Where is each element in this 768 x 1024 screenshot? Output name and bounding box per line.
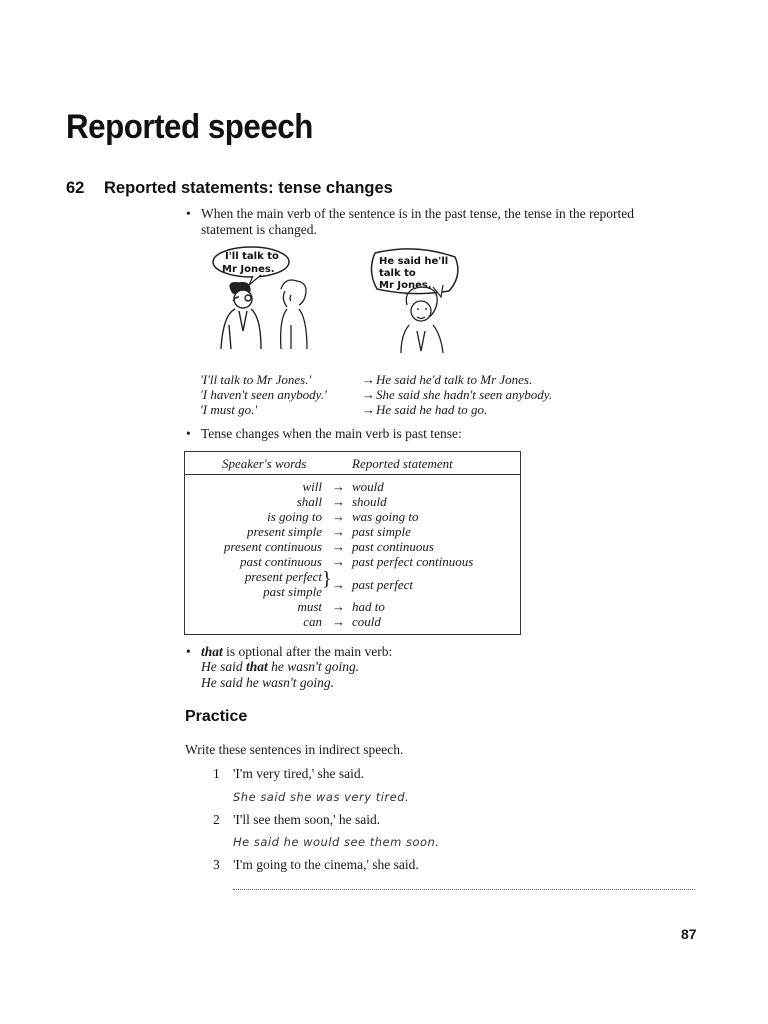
table-row xyxy=(185,539,522,554)
reported-form: past continuous xyxy=(352,539,434,554)
reported-form: past perfect xyxy=(352,577,414,592)
item-prompt: 'I'll see them soon,' he said. xyxy=(233,812,381,827)
speaker-words: present simple xyxy=(247,524,322,539)
table-row xyxy=(185,479,522,494)
reported-form: could xyxy=(352,614,381,629)
table-header-divider xyxy=(185,474,520,475)
woman-figure xyxy=(281,280,307,349)
reported-form: past simple xyxy=(352,524,411,539)
item-answer: She said she was very tired. xyxy=(233,790,410,804)
page-number: 87 xyxy=(681,926,697,942)
bubble-right-line1: He said he'll xyxy=(379,256,449,267)
item-number: 2 xyxy=(213,812,220,827)
arrow-icon: → xyxy=(332,524,345,539)
table-header-reported: Reported statement xyxy=(352,456,453,471)
answer-line[interactable] xyxy=(233,889,695,890)
arrow-icon: → xyxy=(332,614,345,629)
bubble-left-line2: Mr Jones. xyxy=(222,264,275,275)
speaker-words: will xyxy=(302,479,322,494)
reported-form: past perfect continuous xyxy=(352,554,474,569)
arrow-icon: → xyxy=(332,539,345,554)
speaker-words: can xyxy=(303,614,322,629)
bubble-left-line1: I'll talk to xyxy=(225,251,279,262)
item-number: 1 xyxy=(213,766,220,781)
bullet-dot: • xyxy=(186,644,191,659)
arrow-icon: → xyxy=(332,509,345,524)
arrow-icon: → xyxy=(362,372,375,387)
speaker-words: is going to xyxy=(267,509,322,524)
that-example-1: He said that he wasn't going. xyxy=(201,659,360,674)
table-row xyxy=(185,494,522,509)
arrow-icon: → xyxy=(362,387,375,402)
bubble-right-line2: talk to xyxy=(379,268,416,279)
example-direct: 'I must go.' xyxy=(200,402,258,417)
reported-form: was going to xyxy=(352,509,419,524)
reported-form: should xyxy=(352,494,387,509)
practice-title: Practice xyxy=(185,708,248,725)
arrow-icon: → xyxy=(362,402,375,417)
arrow-icon: → xyxy=(332,479,345,494)
arrow-icon: → xyxy=(332,577,345,592)
speaker-words: must xyxy=(297,599,322,614)
speaker-words: present perfect xyxy=(244,569,322,584)
reported-form: would xyxy=(352,479,384,494)
bullet-intro-text: When the main verb of the sentence is in the past tense, the tense in the reported statement is changed. xyxy=(201,206,634,237)
speaker-words: shall xyxy=(296,494,322,509)
practice-intro: Write these sentences in indirect speech. xyxy=(185,742,404,757)
table-row xyxy=(185,524,522,539)
bullet-dot: • xyxy=(186,206,191,221)
that-example-2: He said he wasn't going. xyxy=(201,675,335,690)
item-prompt: 'I'm going to the cinema,' she said. xyxy=(233,857,419,872)
example-reported: He said he'd talk to Mr Jones. xyxy=(376,372,533,387)
table-row xyxy=(185,554,522,569)
speaker-words: past continuous xyxy=(240,554,322,569)
section-title-text: Reported statements: tense changes xyxy=(104,179,393,197)
listener-figure xyxy=(401,287,443,353)
section-number: 62 xyxy=(66,179,85,197)
section-title xyxy=(66,179,393,198)
bullet-that-text: is optional after the main verb: xyxy=(222,644,393,659)
example-reported: She said she hadn't seen anybody. xyxy=(376,387,553,402)
table-row xyxy=(185,599,522,614)
bubble-right-line3: Mr Jones. xyxy=(379,280,432,291)
speaker-words: present continuous xyxy=(223,539,322,554)
arrow-icon: → xyxy=(332,599,345,614)
example-reported: He said he had to go. xyxy=(376,402,488,417)
item-number: 3 xyxy=(213,857,220,872)
keyword-that: that xyxy=(201,644,223,659)
keyword-that: that xyxy=(246,659,268,674)
item-answer: He said he would see them soon. xyxy=(233,835,440,849)
page-heading: Reported speech xyxy=(66,108,313,146)
table-row xyxy=(185,614,522,629)
item-prompt: 'I'm very tired,' she said. xyxy=(233,766,365,781)
table-row-merged xyxy=(185,577,522,592)
reported-form: had to xyxy=(352,599,385,614)
arrow-icon: → xyxy=(332,554,345,569)
bullet-dot: • xyxy=(186,426,191,441)
speaker-words: past simple xyxy=(263,584,322,599)
brace-icon: } xyxy=(322,568,332,590)
cartoon-illustration xyxy=(195,245,475,365)
arrow-icon: → xyxy=(332,494,345,509)
man-figure xyxy=(221,283,261,349)
example-direct: 'I'll talk to Mr Jones.' xyxy=(200,372,312,387)
bullet-tense-text: Tense changes when the main verb is past tense: xyxy=(201,426,462,441)
example-direct: 'I haven't seen anybody.' xyxy=(200,387,327,402)
table-row xyxy=(185,509,522,524)
tense-table xyxy=(184,451,521,635)
table-header-speaker: Speaker's words xyxy=(222,456,307,471)
